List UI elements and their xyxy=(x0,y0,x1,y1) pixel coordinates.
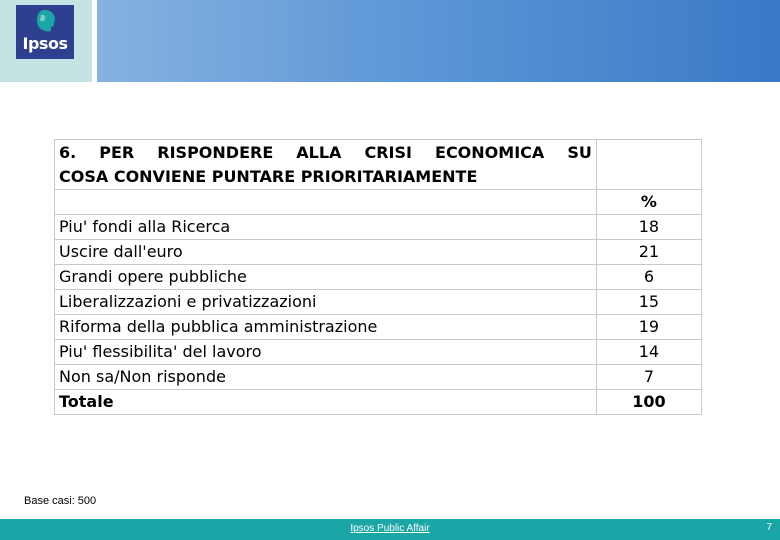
row-value: 21 xyxy=(596,240,701,265)
row-value: 14 xyxy=(596,340,701,365)
footer-link[interactable]: Ipsos Public Affair xyxy=(350,523,430,534)
row-label: Grandi opere pubbliche xyxy=(55,265,597,290)
percent-header-empty xyxy=(55,190,597,215)
footer-bar xyxy=(0,519,780,540)
row-label: Riforma della pubblica amministrazione xyxy=(55,315,597,340)
total-value: 100 xyxy=(596,390,701,415)
row-label: Non sa/Non risponde xyxy=(55,365,597,390)
row-value: 18 xyxy=(596,215,701,240)
logo-text: Ipsos xyxy=(22,34,68,53)
row-label: Piu' fondi alla Ricerca xyxy=(55,215,597,240)
base-note: Base casi: 500 xyxy=(24,495,97,507)
survey-table xyxy=(54,139,702,415)
row-value: 15 xyxy=(596,290,701,315)
table-row xyxy=(55,365,702,390)
row-value: 6 xyxy=(596,265,701,290)
header-banner xyxy=(97,0,780,82)
total-label: Totale xyxy=(55,390,597,415)
question-cell xyxy=(55,140,597,190)
ipsos-logo[interactable] xyxy=(16,5,74,59)
row-value: 19 xyxy=(596,315,701,340)
question-row xyxy=(55,140,702,190)
percent-header: % xyxy=(596,190,701,215)
question-line-1: 6. PER RISPONDERE ALLA CRISI ECONOMICA SU xyxy=(59,143,592,162)
table-row xyxy=(55,240,702,265)
table-row xyxy=(55,340,702,365)
table-row xyxy=(55,215,702,240)
question-line-2: COSA CONVIENE PUNTARE PRIORITARIAMENTE xyxy=(59,167,478,186)
row-label: Liberalizzazioni e privatizzazioni xyxy=(55,290,597,315)
total-row xyxy=(55,390,702,415)
question-value-empty xyxy=(596,140,701,190)
table-row xyxy=(55,315,702,340)
table-row xyxy=(55,265,702,290)
row-label: Piu' flessibilita' del lavoro xyxy=(55,340,597,365)
table-row xyxy=(55,290,702,315)
percent-header-row xyxy=(55,190,702,215)
row-label: Uscire dall'euro xyxy=(55,240,597,265)
page-number: 7 xyxy=(766,522,772,533)
header-logo-panel xyxy=(0,0,92,82)
row-value: 7 xyxy=(596,365,701,390)
